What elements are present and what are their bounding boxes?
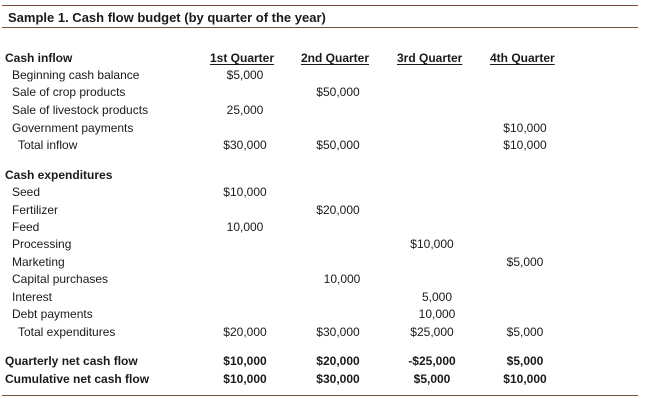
row-label-quarterly-net: Quarterly net cash flow [5,354,138,368]
cell-q2: $50,000 [316,85,360,99]
cell-q1: $10,000 [223,372,267,386]
row-label-capital-purchases: Capital purchases [12,272,109,286]
cell-q1: $20,000 [223,325,267,339]
row-label-processing: Processing [12,237,72,251]
row-label-livestock-sales: Sale of livestock products [12,103,149,117]
cell-q1: $30,000 [223,138,267,152]
cell-q4: $10,000 [503,138,547,152]
row-label-total-inflow: Total inflow [18,138,78,152]
cell-q4: $5,000 [506,255,544,269]
cell-q4: $5,000 [506,325,544,339]
page-title: Sample 1. Cash flow budget (by quarter of the year) [8,10,326,25]
cell-q2: $30,000 [316,325,360,339]
cell-q2: $20,000 [316,203,360,217]
header-q2: 2nd Quarter [301,51,370,65]
cell-q2: 10,000 [323,272,361,286]
row-label-feed: Feed [12,220,40,234]
header-q1: 1st Quarter [210,51,275,65]
row-label-beginning-cash: Beginning cash balance [12,68,140,82]
row-label-seed: Seed [12,185,41,199]
row-label-government-payments: Government payments [12,121,134,135]
cell-q2: $20,000 [316,354,360,368]
cell-q3: 5,000 [421,290,453,304]
bottom-divider [2,395,638,396]
row-label-crop-sales: Sale of crop products [12,85,126,99]
section-cash-expenditures: Cash expenditures [5,168,113,182]
cell-q2: $30,000 [316,372,360,386]
section-cash-inflow: Cash inflow [5,51,73,65]
cell-q1: $10,000 [223,185,267,199]
header-q3: 3rd Quarter [397,51,463,65]
row-label-cumulative-net: Cumulative net cash flow [5,372,150,386]
cell-q1: $10,000 [223,354,267,368]
cell-q4: $10,000 [503,372,547,386]
row-label-fertilizer: Fertilizer [12,203,59,217]
cell-q3: $25,000 [410,325,454,339]
header-q4: 4th Quarter [490,51,555,65]
row-label-debt-payments: Debt payments [12,307,93,321]
cell-q4: $5,000 [506,354,544,368]
row-label-total-expenditures: Total expenditures [18,325,116,339]
title-bar [2,5,638,28]
cell-q1: 10,000 [226,220,264,234]
cell-q1: 25,000 [226,103,264,117]
cell-q3: $10,000 [410,237,454,251]
cell-q3: -$25,000 [408,354,456,368]
cell-q3: $5,000 [413,372,451,386]
row-label-interest: Interest [12,290,53,304]
cell-q3: 10,000 [418,307,456,321]
cell-q4: $10,000 [503,121,547,135]
row-label-marketing: Marketing [12,255,65,269]
cell-q2: $50,000 [316,138,360,152]
cell-q1: $5,000 [226,68,264,82]
